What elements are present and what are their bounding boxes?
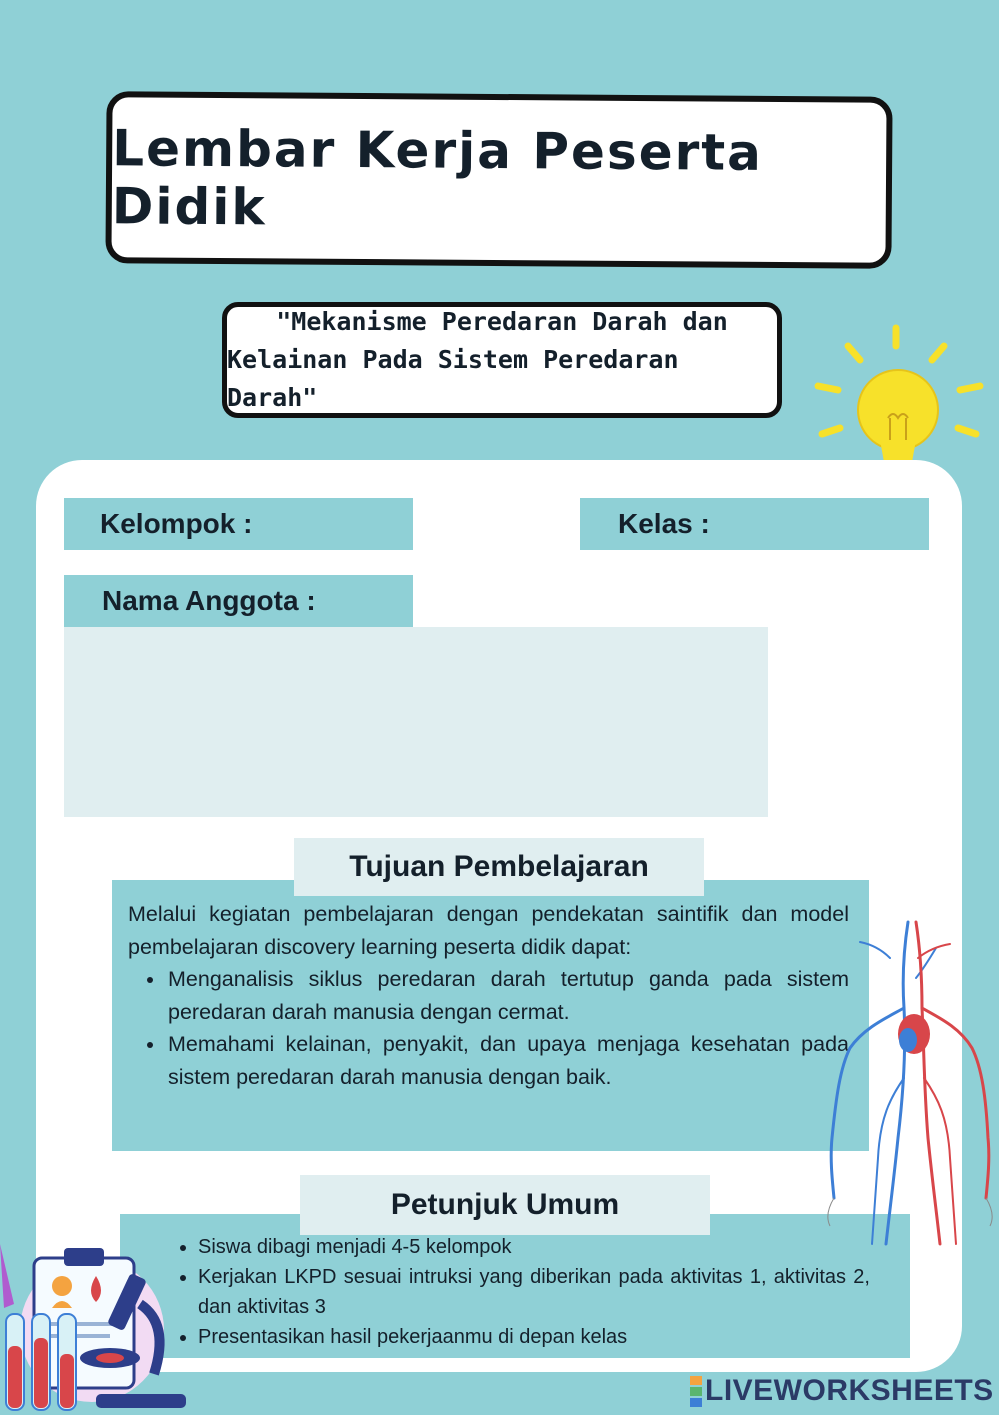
tujuan-intro: Melalui kegiatan pembelajaran dengan pendekatan saintifik dan model pembelajaran discovery learning peserta didik dapat: [128,902,849,959]
petunjuk-heading: Petunjuk Umum [300,1175,710,1235]
kelompok-label: Kelompok : [64,498,413,550]
page-title: Lembar Kerja Peserta Didik [111,119,764,237]
list-item: • Memahami kelainan, penyakit, dan upaya menjaga kesehatan pada sistem peredaran darah manusia dengan baik. [166,1028,849,1093]
list-item: • Siswa dibagi menjadi 4-5 kelompok [198,1232,870,1262]
subtitle-box [222,302,782,418]
tujuan-content [112,880,869,1151]
subtitle-line-1: "Mekanisme Peredaran Darah dan [276,307,728,336]
tujuan-list [128,963,849,1093]
title-box [105,91,892,268]
tujuan-heading: Tujuan Pembelajaran [294,838,704,896]
lab-microscope-icon [0,1234,186,1415]
liveworksheets-logo-icon [690,1375,702,1408]
circulatory-system-icon [820,918,999,1248]
petunjuk-content [120,1214,910,1358]
list-item: • Menganalisis siklus peredaran darah tertutup ganda pada sistem peredaran darah manusia dengan cermat. [166,963,849,1028]
list-item: • Kerjakan LKPD sesuai intruksi yang diberikan pada aktivitas 1, aktivitas 2, dan aktivitas 3 [198,1262,870,1322]
kelas-label: Kelas : [580,498,929,550]
list-item: • Presentasikan hasil pekerjaanmu di depan kelas [198,1322,870,1352]
nama-anggota-label: Nama Anggota : [64,575,413,627]
brand-name: LIVEWORKSHEETS [705,1374,994,1407]
petunjuk-list [156,1232,870,1352]
liveworksheets-brand [690,1372,994,1410]
nama-anggota-input-area[interactable] [64,627,768,817]
subtitle-line-2: Kelainan Pada Sistem Peredaran Darah" [227,345,679,412]
